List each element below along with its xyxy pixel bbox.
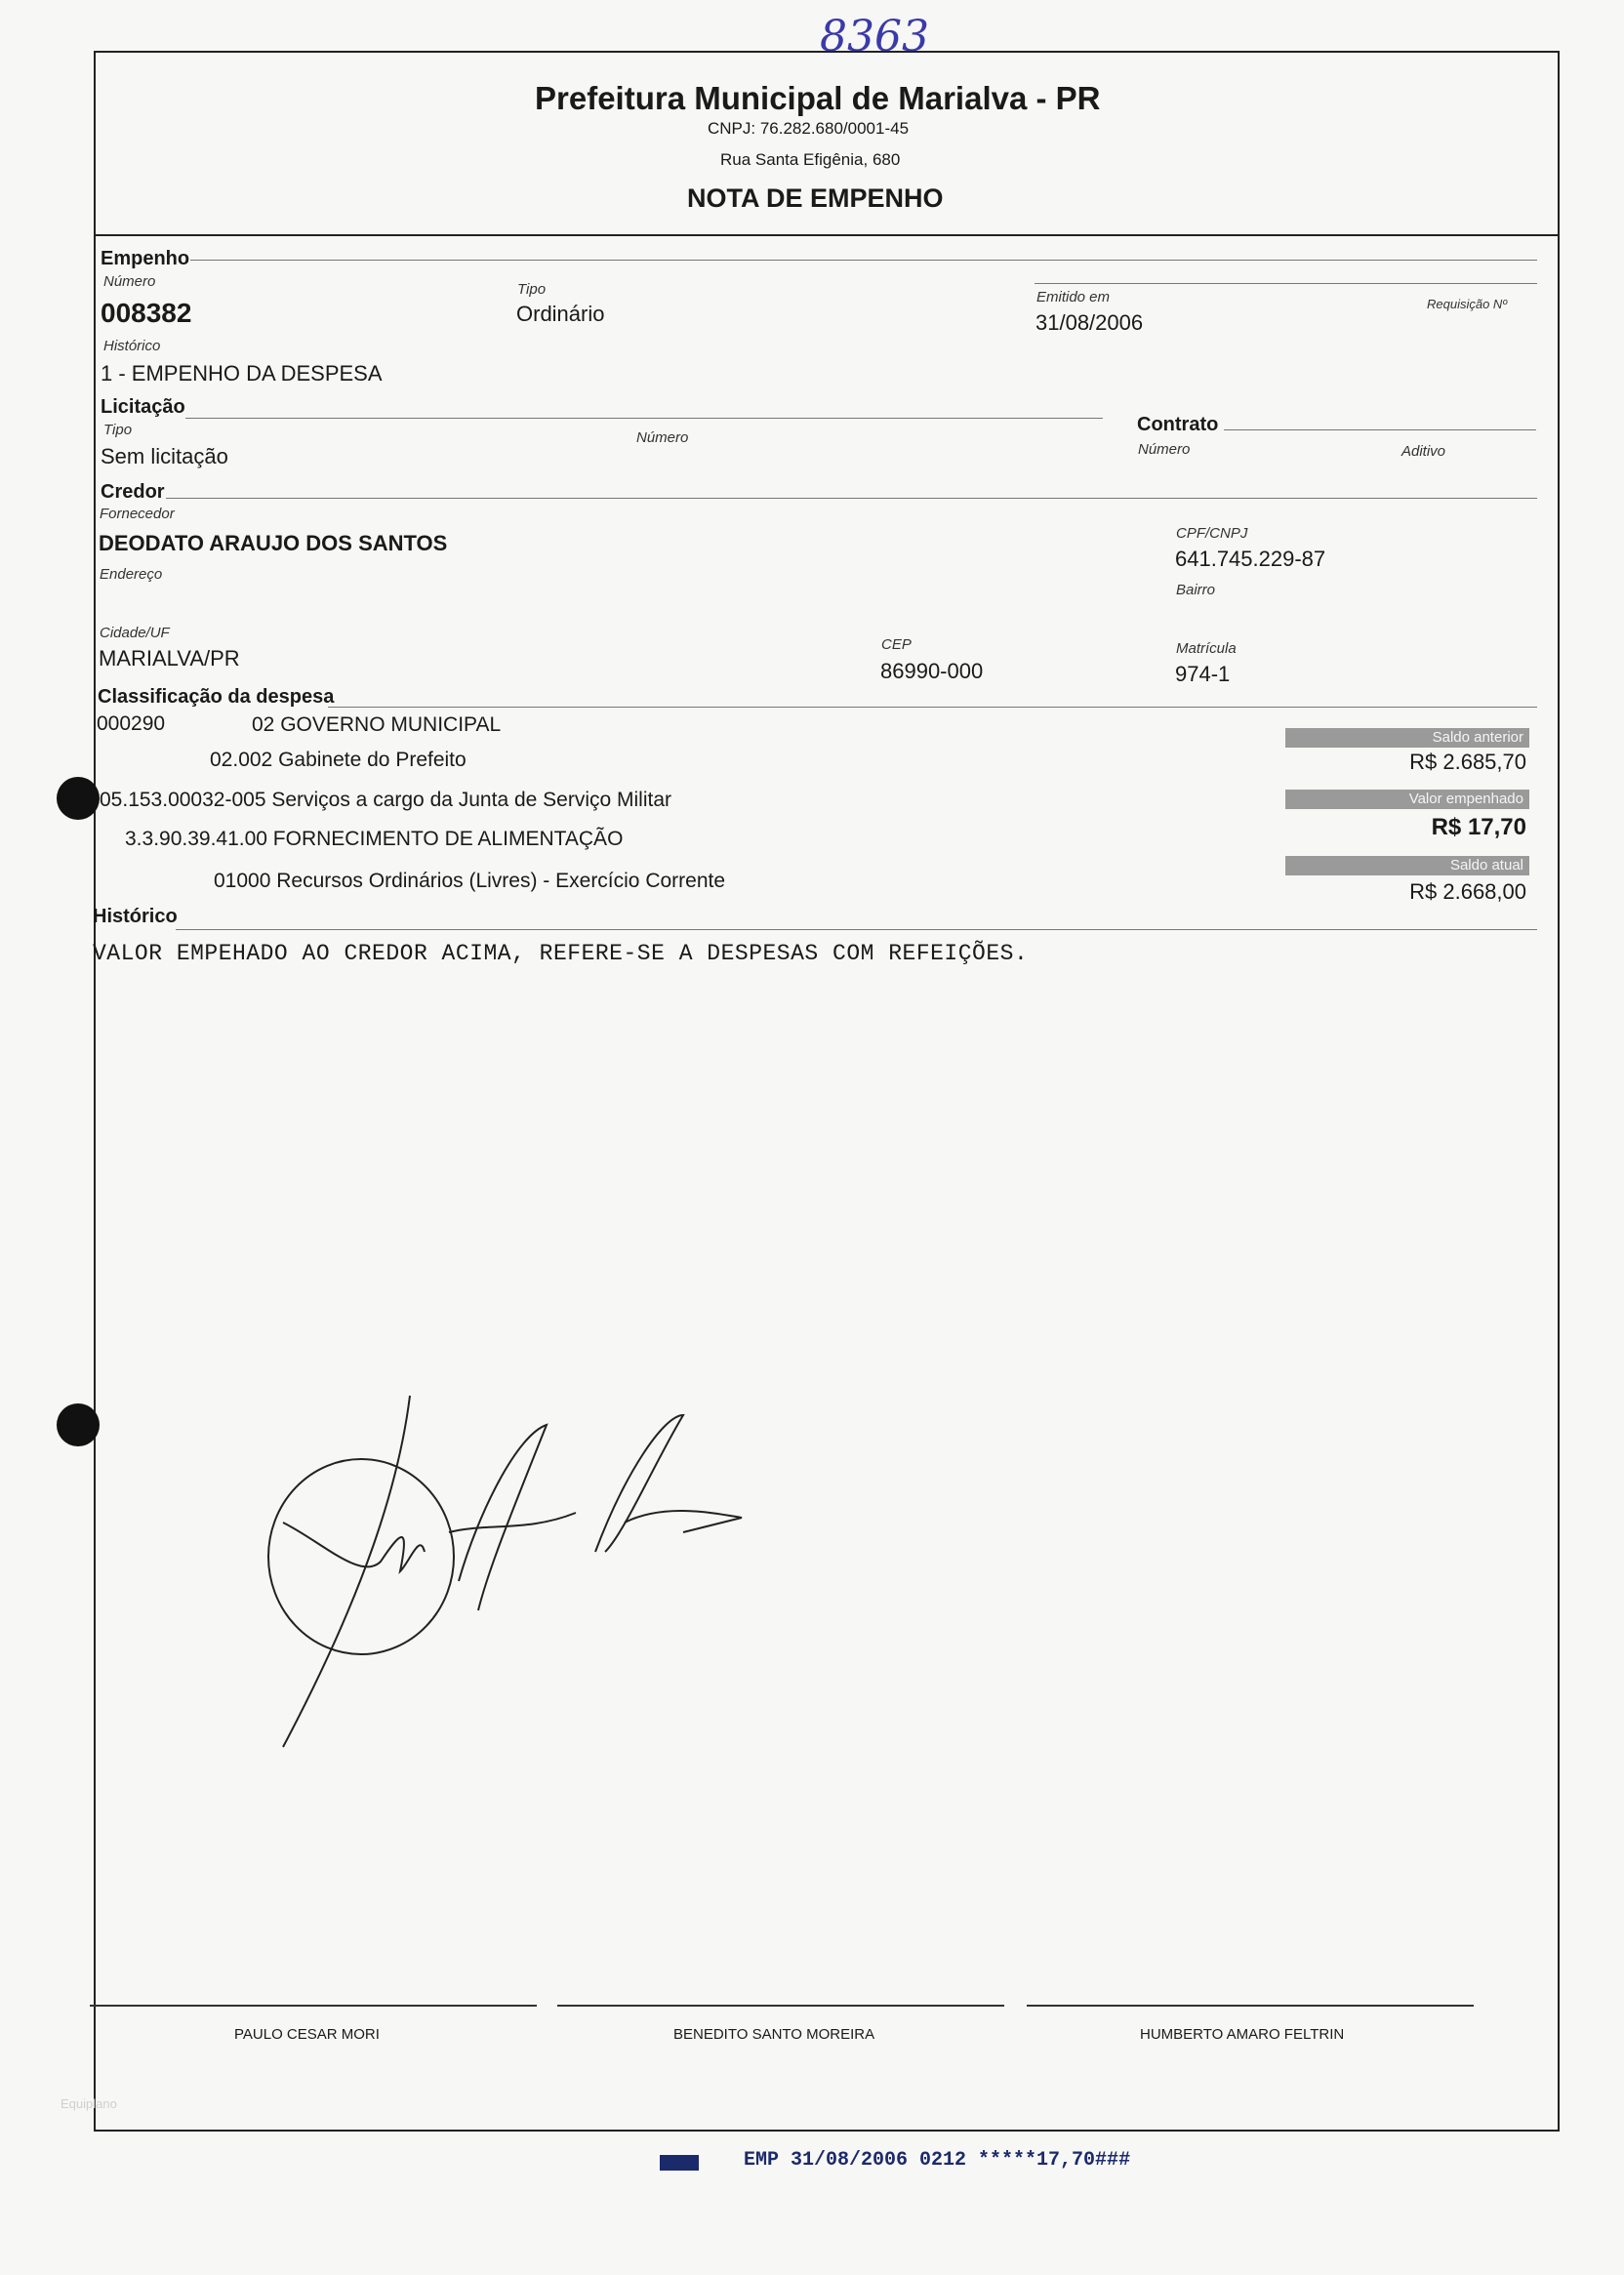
empenho-tipo: Ordinário <box>516 302 605 326</box>
handwritten-signature <box>254 1386 761 1757</box>
classificacao-line1: 02 GOVERNO MUNICIPAL <box>252 713 502 736</box>
licitacao-numero-label: Número <box>636 429 689 446</box>
signature-name-3: HUMBERTO AMARO FELTRIN <box>1140 2026 1345 2043</box>
licitacao-tipo-label: Tipo <box>103 422 133 438</box>
signature-name-1: PAULO CESAR MORI <box>234 2026 380 2043</box>
document-type: NOTA DE EMPENHO <box>687 183 944 213</box>
credor-fornecedor: DEODATO ARAUJO DOS SANTOS <box>99 531 448 555</box>
saldo-anterior: R$ 2.685,70 <box>1409 750 1526 774</box>
header-address: Rua Santa Efigênia, 680 <box>720 150 901 169</box>
credor-endereco-label: Endereço <box>100 566 163 583</box>
empenho-emitido: 31/08/2006 <box>1035 310 1144 335</box>
credor-cpf: 641.745.229-87 <box>1175 547 1326 571</box>
section-historico-rule <box>176 929 1537 930</box>
empenho-historico-label: Histórico <box>103 338 161 354</box>
signature-line <box>90 2005 537 2007</box>
section-empenho: Empenho <box>101 248 190 269</box>
credor-fornecedor-label: Fornecedor <box>100 506 175 522</box>
saldo-anterior-label: Saldo anterior <box>1285 728 1529 748</box>
historico-text: VALOR EMPEHADO AO CREDOR ACIMA, REFERE-SE A DESPESAS COM REFEIÇÕES. <box>93 941 1029 966</box>
section-licitacao-rule <box>185 418 1103 419</box>
section-credor: Credor <box>101 481 165 503</box>
credor-matricula-label: Matrícula <box>1176 640 1237 657</box>
contrato-numero-label: Número <box>1138 441 1191 458</box>
signature-line <box>557 2005 1004 2007</box>
section-contrato: Contrato <box>1137 414 1219 435</box>
punch-hole <box>57 1403 100 1446</box>
empenho-numero: 008382 <box>101 298 192 328</box>
signature-line <box>1027 2005 1474 2007</box>
empenho-numero-label: Número <box>103 273 156 290</box>
section-classificacao: Classificação da despesa <box>98 686 335 708</box>
stamp-mark <box>660 2155 699 2171</box>
page-title: Prefeitura Municipal de Marialva - PR <box>535 80 1101 116</box>
credor-cep: 86990-000 <box>880 659 984 683</box>
section-classificacao-rule <box>328 707 1537 708</box>
empenho-historico: 1 - EMPENHO DA DESPESA <box>101 361 383 386</box>
section-empenho-rule <box>190 260 1537 261</box>
saldo-atual-label: Saldo atual <box>1285 856 1529 875</box>
classificacao-line4: 3.3.90.39.41.00 FORNECIMENTO DE ALIMENTAÇÃO <box>125 828 624 850</box>
section-historico: Histórico <box>93 906 178 927</box>
empenho-rule-right <box>1035 283 1537 284</box>
signature-name-2: BENEDITO SANTO MOREIRA <box>673 2026 875 2043</box>
classificacao-code: 000290 <box>97 712 166 735</box>
credor-matricula: 974-1 <box>1175 662 1231 686</box>
licitacao-tipo: Sem licitação <box>101 444 228 468</box>
classificacao-line3: 05.153.00032-005 Serviços a cargo da Junta de Serviço Militar <box>100 789 672 811</box>
handwritten-number: 8363 <box>820 12 929 61</box>
header-divider <box>94 234 1558 236</box>
classificacao-line2: 02.002 Gabinete do Prefeito <box>210 749 467 771</box>
header-cnpj: CNPJ: 76.282.680/0001-45 <box>708 119 910 138</box>
punch-hole <box>57 777 100 820</box>
valor-empenhado-label: Valor empenhado <box>1285 790 1529 809</box>
requisicao-label: Requisição Nº <box>1427 297 1508 311</box>
classificacao-line5: 01000 Recursos Ordinários (Livres) - Exercício Corrente <box>214 870 726 892</box>
section-contrato-rule <box>1224 429 1536 430</box>
bottom-stamp: EMP 31/08/2006 0212 *****17,70### <box>744 2149 1131 2172</box>
empenho-tipo-label: Tipo <box>517 281 547 298</box>
footer-faint-text: Equiplano <box>61 2096 117 2111</box>
credor-cpf-label: CPF/CNPJ <box>1176 525 1248 542</box>
empenho-emitido-label: Emitido em <box>1036 289 1111 305</box>
section-credor-rule <box>166 498 1537 499</box>
contrato-aditivo-label: Aditivo <box>1401 443 1446 460</box>
credor-cidade: MARIALVA/PR <box>99 646 240 670</box>
saldo-atual: R$ 2.668,00 <box>1409 879 1526 904</box>
credor-cidade-label: Cidade/UF <box>100 625 170 641</box>
credor-cep-label: CEP <box>881 636 912 653</box>
section-licitacao: Licitação <box>101 396 185 418</box>
valor-empenhado: R$ 17,70 <box>1431 814 1526 840</box>
credor-bairro-label: Bairro <box>1176 582 1216 598</box>
